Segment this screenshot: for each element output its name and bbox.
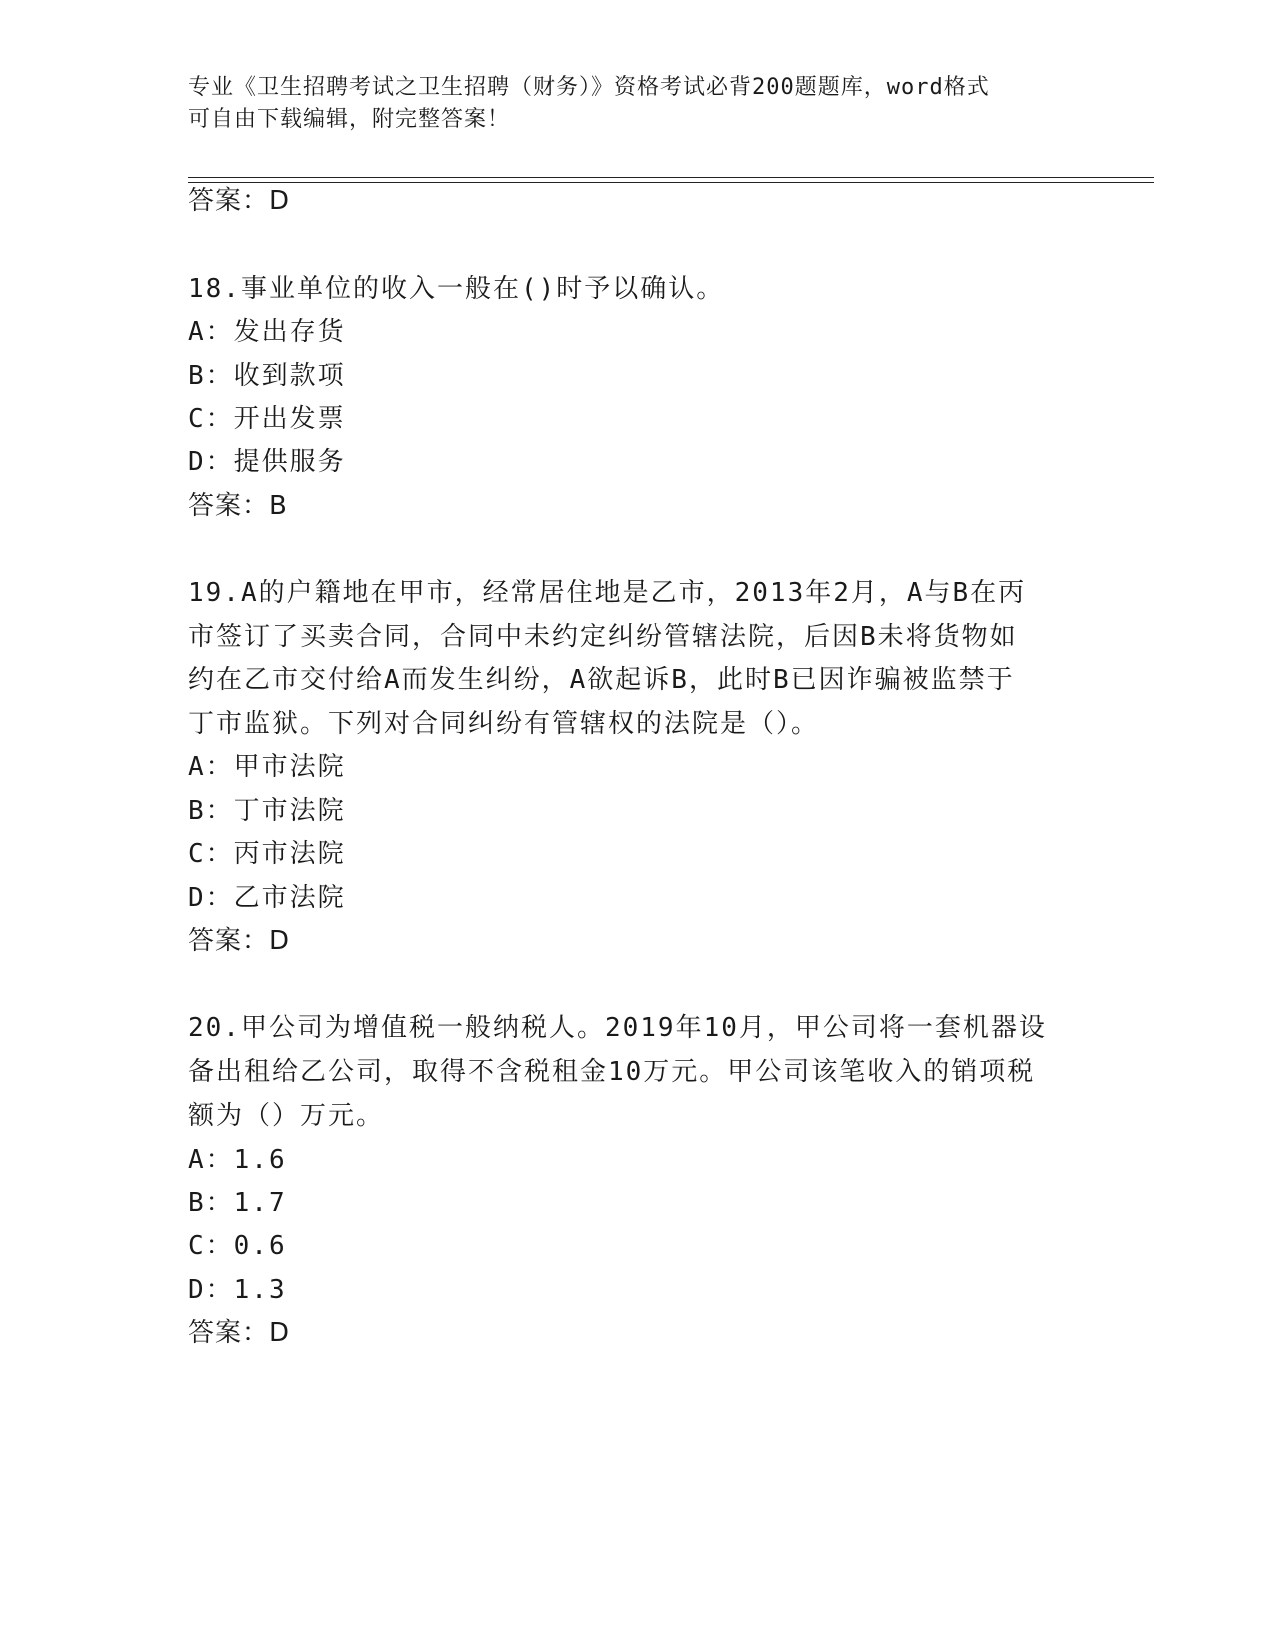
option-c: C：开出发票 bbox=[188, 404, 346, 434]
option-a: A：甲市法院 bbox=[188, 752, 346, 782]
header-line-1: 专业《卫生招聘考试之卫生招聘（财务）》资格考试必背200题题库，word格式 bbox=[188, 75, 990, 100]
question-stem-line-3: 额为（）万元。 bbox=[188, 1101, 385, 1131]
option-c: C：丙市法院 bbox=[188, 839, 346, 869]
option-c: C：0.6 bbox=[188, 1231, 287, 1261]
answer-17: 答案：D bbox=[188, 186, 291, 216]
option-b: B：收到款项 bbox=[188, 361, 346, 391]
option-b: B：丁市法院 bbox=[188, 796, 346, 826]
question-stem-line-1: 20.甲公司为增值税一般纳税人。2019年10月，甲公司将一套机器设 bbox=[188, 1013, 1047, 1043]
question-stem-line-3: 约在乙市交付给A而发生纠纷，A欲起诉B，此时B已因诈骗被监禁于 bbox=[188, 665, 1015, 695]
option-d: D：1.3 bbox=[188, 1275, 287, 1305]
question-stem-line-1: 19.A的户籍地在甲市，经常居住地是乙市，2013年2月，A与B在丙 bbox=[188, 578, 1027, 608]
question-stem-line-4: 丁市监狱。下列对合同纠纷有管辖权的法院是（）。 bbox=[188, 709, 820, 739]
option-b: B：1.7 bbox=[188, 1188, 287, 1218]
question-stem-line-2: 市签订了买卖合同，合同中未约定纠纷管辖法院，后因B未将货物如 bbox=[188, 622, 1018, 652]
header-divider-bottom bbox=[188, 182, 1154, 183]
document-header bbox=[188, 72, 1068, 136]
answer-18: 答案：B bbox=[188, 491, 288, 521]
question-stem-line-2: 备出租给乙公司，取得不含税租金10万元。甲公司该笔收入的销项税 bbox=[188, 1057, 1036, 1087]
answer-20: 答案：D bbox=[188, 1318, 291, 1348]
option-d: D：乙市法院 bbox=[188, 883, 346, 913]
question-stem: 18.事业单位的收入一般在()时予以确认。 bbox=[188, 274, 725, 304]
header-line-2: 可自由下载编辑，附完整答案！ bbox=[188, 107, 511, 132]
answer-19: 答案：D bbox=[188, 926, 291, 956]
option-d: D：提供服务 bbox=[188, 447, 346, 477]
option-a: A：发出存货 bbox=[188, 317, 346, 347]
option-a: A：1.6 bbox=[188, 1145, 287, 1175]
header-divider-top bbox=[188, 177, 1154, 178]
